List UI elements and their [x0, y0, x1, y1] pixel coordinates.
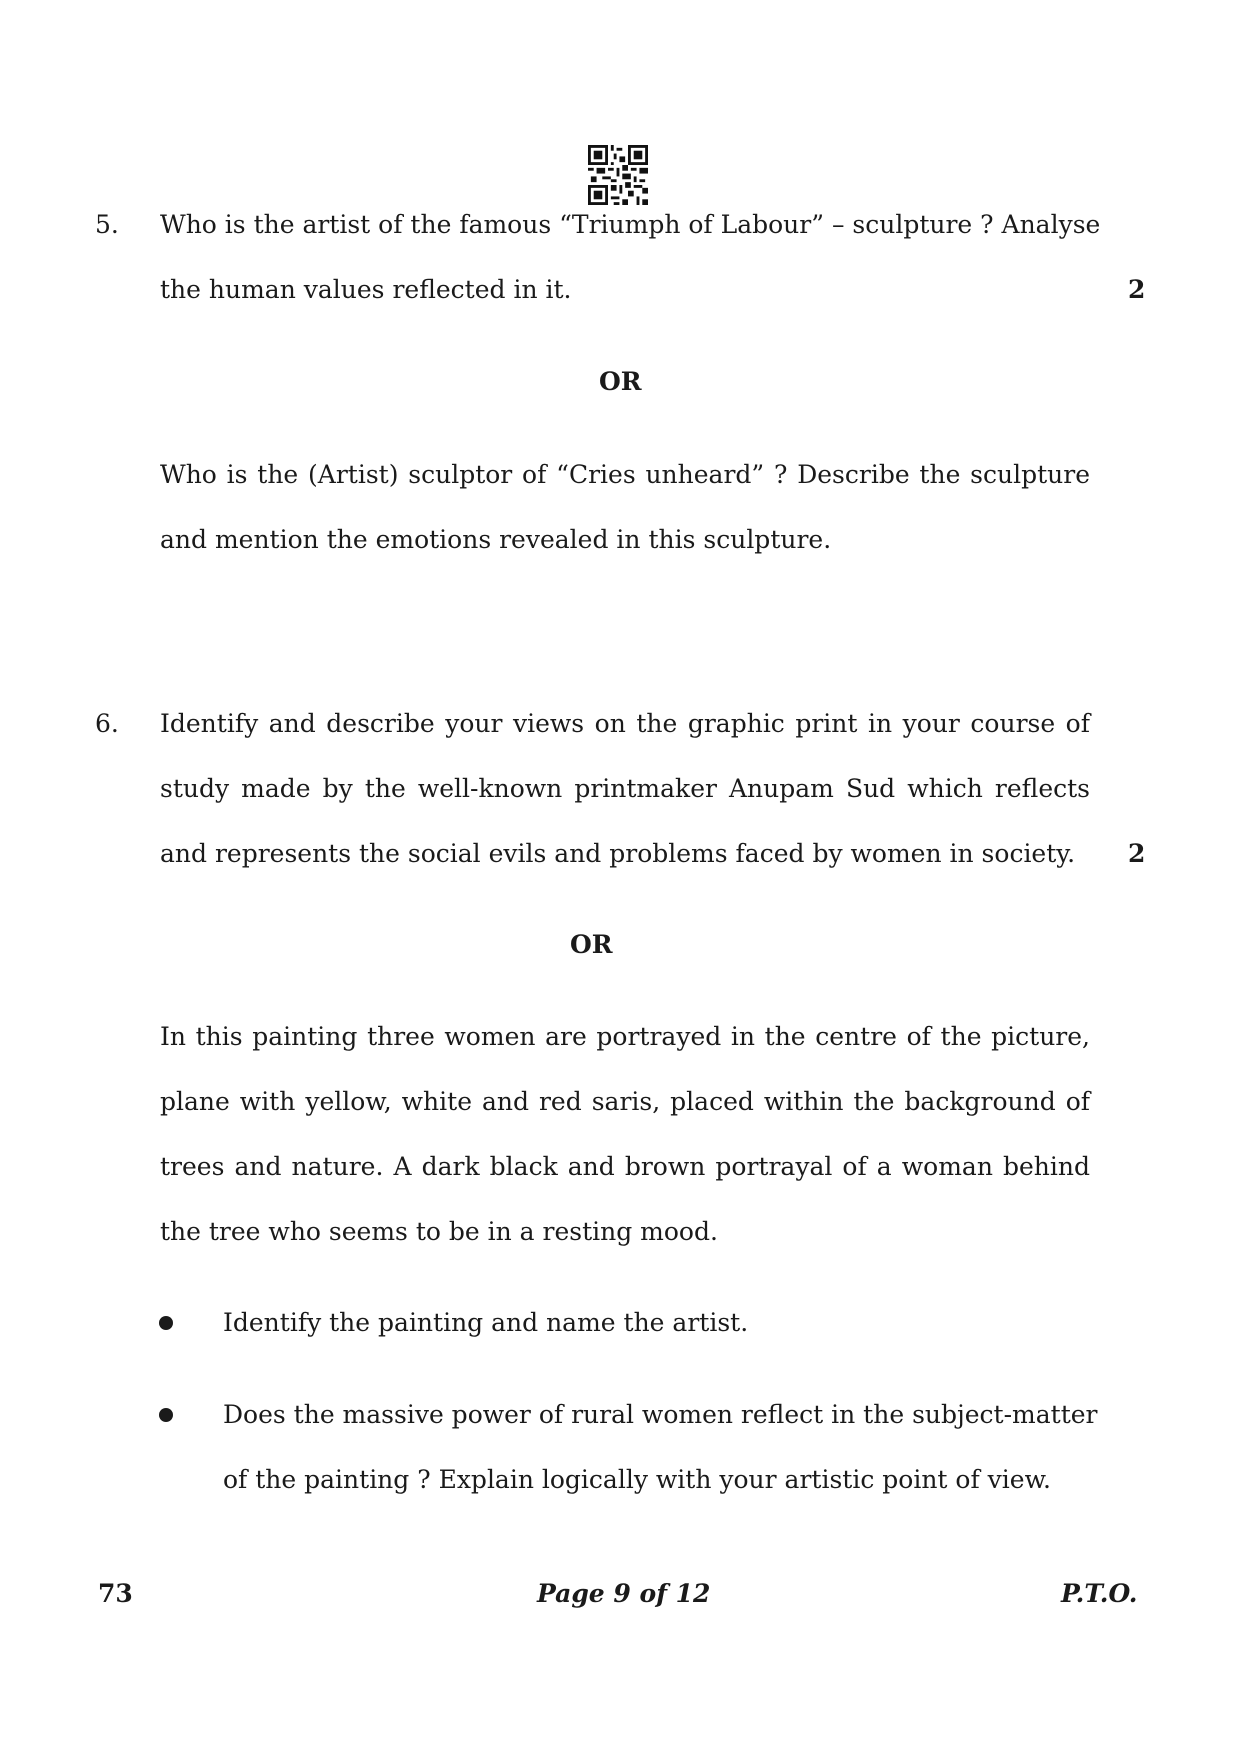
question-text-line: plane with yellow, white and red saris, placed within the background of [160, 1087, 1090, 1116]
bullet-text-line: Identify the painting and name the artist. [223, 1308, 749, 1337]
question-text-line: Who is the (Artist) sculptor of “Cries unheard” ? Describe the sculpture [160, 460, 1090, 489]
marks-label: 2 [1128, 839, 1146, 868]
or-divider: OR [599, 367, 642, 396]
question-text-line: trees and nature. A dark black and brown portrayal of a woman behind [160, 1152, 1090, 1181]
question-text-line: the human values reflected in it. [160, 275, 572, 304]
question-number: 5. [95, 210, 119, 239]
question-number: 6. [95, 709, 119, 738]
question-text-line: the tree who seems to be in a resting mood. [160, 1217, 718, 1246]
question-text-line: and represents the social evils and problems faced by women in society. [160, 839, 1076, 868]
question-text-line: Identify and describe your views on the graphic print in your course of [160, 709, 1090, 738]
question-text-line: study made by the well-known printmaker Anupam Sud which reflects [160, 774, 1090, 803]
question-text-line: In this painting three women are portrayed in the centre of the picture, [160, 1022, 1090, 1051]
bullet-icon [159, 1316, 173, 1330]
bullet-text-line: Does the massive power of rural women reflect in the subject-matter [223, 1400, 1098, 1429]
paper-code: 73 [98, 1579, 133, 1608]
marks-label: 2 [1128, 275, 1146, 304]
question-text-line: and mention the emotions revealed in this sculpture. [160, 525, 832, 554]
pto-label: P.T.O. [1061, 1579, 1138, 1608]
page-number: Page 9 of 12 [537, 1579, 711, 1608]
or-divider: OR [570, 930, 613, 959]
bullet-icon [159, 1408, 173, 1422]
qr-code-icon [588, 145, 648, 205]
question-text-line: Who is the artist of the famous “Triumph of Labour” – sculpture ? Analyse [160, 210, 1101, 239]
bullet-text-line: of the painting ? Explain logically with your artistic point of view. [223, 1465, 1051, 1494]
